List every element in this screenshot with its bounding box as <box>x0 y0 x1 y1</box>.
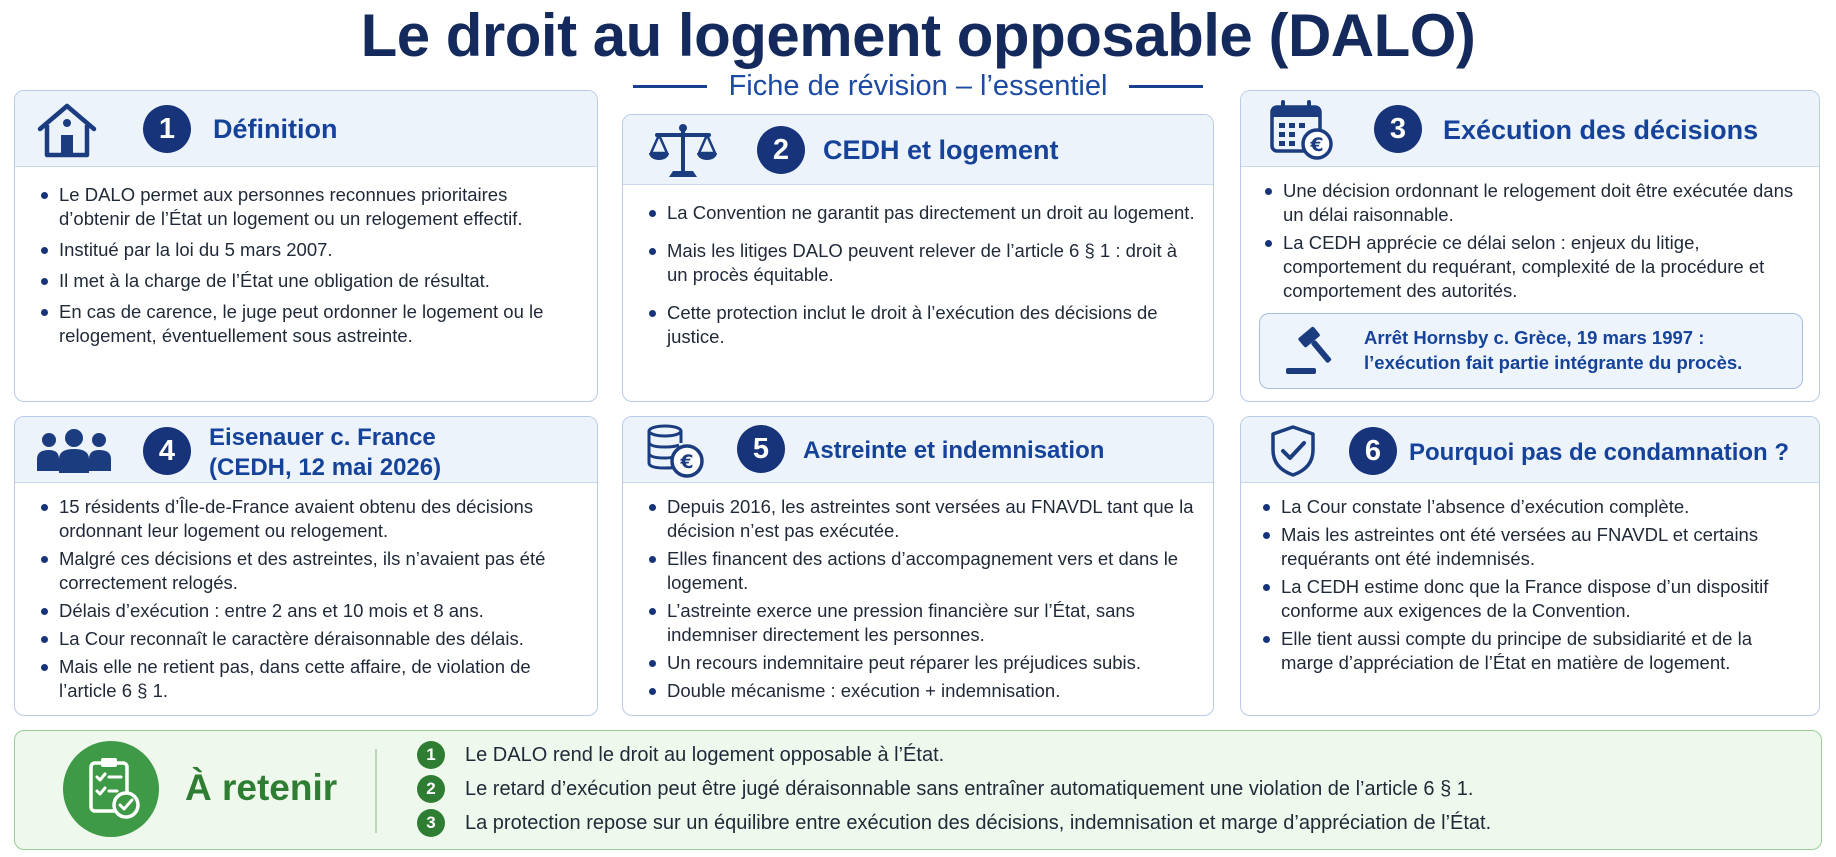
card-number-badge: 4 <box>143 427 191 475</box>
list-item: Elles financent des actions d’accompagnement vers et dans le logement. <box>645 547 1200 595</box>
key-point-text: La protection repose sur un équilibre entre exécution des décisions, indemnisation et marge d’appréciation de l’État. <box>465 811 1492 834</box>
list-item: La Cour constate l’absence d’exécution complète. <box>1259 495 1807 519</box>
list-item: Mais les litiges DALO peuvent relever de l’article 6 § 1 : droit à un procès équitable. <box>645 239 1195 287</box>
divider <box>375 749 377 833</box>
key-points-title: À retenir <box>185 767 338 808</box>
page-subtitle: Fiche de révision – l’essentiel <box>728 70 1108 102</box>
coins-euro-icon <box>645 423 705 479</box>
key-point-text: Le retard d’exécution peut être jugé déraisonnable sans entraîner automatiquement une violation de l’article 6 § 1. <box>465 777 1474 800</box>
bullet-list <box>1261 179 1806 307</box>
list-item: Le DALO permet aux personnes reconnues prioritaires d’obtenir de l’État un logement ou un relogement effectif. <box>37 183 577 231</box>
list-item: La CEDH estime donc que la France dispose d’un dispositif conforme aux exigences de la Convention. <box>1259 575 1807 623</box>
bullet-list <box>37 183 577 355</box>
card-title: Définition <box>213 114 338 144</box>
key-point-number: 1 <box>417 741 445 769</box>
list-item: Institué par la loi du 5 mars 2007. <box>37 238 577 262</box>
bullet-list <box>1259 495 1807 679</box>
list-item: Mais les astreintes ont été versées au FNAVDL et certains requérants ont été indemnisés. <box>1259 523 1807 571</box>
card-header <box>623 417 1213 483</box>
list-item: Une décision ordonnant le relogement doit être exécutée dans un délai raisonnable. <box>1261 179 1806 227</box>
card-header <box>1241 417 1819 483</box>
clipboard-check-icon <box>63 741 159 837</box>
key-point-number: 2 <box>417 775 445 803</box>
bullet-list <box>37 495 582 707</box>
card-eisenauer <box>14 416 598 716</box>
scales-icon <box>647 121 719 181</box>
card-header <box>15 417 597 483</box>
quote-box <box>1259 313 1803 389</box>
card-execution-decisions <box>1240 90 1820 402</box>
clipboard-check-icon-svg <box>63 741 159 837</box>
key-point-text: Le DALO rend le droit au logement opposable à l’État. <box>465 743 945 766</box>
subtitle-right-rule <box>1129 85 1203 88</box>
list-item: Elle tient aussi compte du principe de subsidiarité et de la marge d’appréciation de l’État en matière de logement. <box>1259 627 1807 675</box>
list-item: La Convention ne garantit pas directement un droit au logement. <box>645 201 1195 225</box>
card-header <box>15 91 597 167</box>
people-icon <box>35 429 113 473</box>
bullet-list <box>645 495 1200 707</box>
key-point-number: 3 <box>417 809 445 837</box>
list-item: Depuis 2016, les astreintes sont versées au FNAVDL tant que la décision n’est pas exécutée. <box>645 495 1200 543</box>
key-point-item <box>417 809 1491 837</box>
list-item: Mais elle ne retient pas, dans cette affaire, de violation de l’article 6 § 1. <box>37 655 582 703</box>
card-pourquoi <box>1240 416 1820 716</box>
list-item: Délais d’exécution : entre 2 ans et 10 mois et 8 ans. <box>37 599 582 623</box>
page-title: Le droit au logement opposable (DALO) <box>360 2 1476 69</box>
house-icon <box>35 101 99 159</box>
list-item: En cas de carence, le juge peut ordonner le logement ou le relogement, éventuellement sous astreinte. <box>37 300 577 348</box>
card-title: Exécution des décisions <box>1443 115 1759 145</box>
card-number-badge: 5 <box>737 425 785 473</box>
card-number-badge: 1 <box>143 105 191 153</box>
key-points-box <box>14 730 1822 850</box>
card-definition <box>14 90 598 402</box>
calendar-euro-icon <box>1269 99 1335 161</box>
svg-text:€: € <box>1310 134 1324 156</box>
card-title: Eisenauer c. France (CEDH, 12 mai 2026) <box>209 424 442 481</box>
list-item: Double mécanisme : exécution + indemnisation. <box>645 679 1200 703</box>
list-item: Un recours indemnitaire peut réparer les préjudices subis. <box>645 651 1200 675</box>
subtitle-left-rule <box>633 85 707 88</box>
shield-check-icon <box>1269 424 1317 478</box>
card-title: Pourquoi pas de condamnation ? <box>1409 439 1790 466</box>
card-number-badge: 6 <box>1349 427 1397 475</box>
list-item: Il met à la charge de l’État une obligation de résultat. <box>37 269 577 293</box>
card-number-badge: 2 <box>757 126 805 174</box>
gavel-icon <box>1282 326 1342 378</box>
quote-text: Arrêt Hornsby c. Grèce, 19 mars 1997 : l’exécution fait partie intégrante du procès. <box>1364 327 1743 373</box>
list-item: L’astreinte exerce une pression financière sur l’État, sans indemniser directement les personnes. <box>645 599 1200 647</box>
card-number-badge: 3 <box>1374 105 1422 153</box>
card-header <box>1241 91 1819 167</box>
list-item: La Cour reconnaît le caractère déraisonnable des délais. <box>37 627 582 651</box>
card-cedh-logement <box>622 114 1214 402</box>
key-point-item <box>417 775 1473 803</box>
list-item: La CEDH apprécie ce délai selon : enjeux du litige, comportement du requérant, complexité de la procédure et comportement des autorités. <box>1261 231 1806 303</box>
svg-text:€: € <box>680 451 694 473</box>
list-item: Malgré ces décisions et des astreintes, ils n’avaient pas été correctement relogés. <box>37 547 582 595</box>
bullet-list <box>645 201 1195 356</box>
card-astreinte <box>622 416 1214 716</box>
card-title: CEDH et logement <box>823 135 1059 165</box>
key-point-item <box>417 741 944 769</box>
card-title: Astreinte et indemnisation <box>803 437 1105 464</box>
list-item: Cette protection inclut le droit à l’exécution des décisions de justice. <box>645 301 1195 349</box>
list-item: 15 résidents d’Île-de-France avaient obtenu des décisions ordonnant leur logement ou relogement. <box>37 495 582 543</box>
card-header <box>623 115 1213 185</box>
